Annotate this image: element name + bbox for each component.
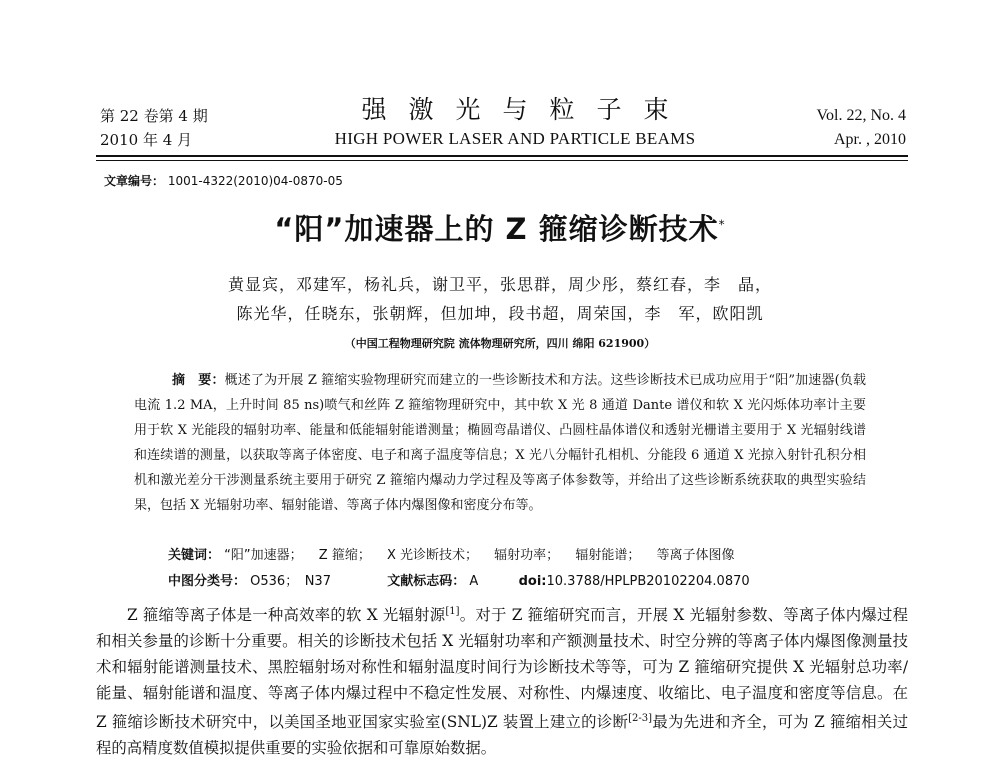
author-list [0,270,1000,328]
abstract [134,368,866,518]
body-text-part-3: 最为先进和齐全，可为 Z 箍缩相关过程的高精度数值模拟提供重要的实验依据和可靠原始数据。 [96,713,908,758]
header-right [817,104,907,152]
classification-row [168,570,750,589]
date-en: Apr. , 2010 [834,131,906,148]
doc-code-value: A [469,574,479,589]
keywords-row [168,544,746,563]
keyword: X 光诊断技术； [386,548,479,563]
paper-title-text: “阳”加速器上的 Z 箍缩诊断技术 [274,212,719,246]
authors-line-1: 黄显宾，邓建军，杨礼兵，谢卫平，张思群，周少彤，蔡红春，李 晶， [227,275,772,294]
article-number-value: 1001-4322(2010)04-0870-05 [167,174,343,188]
clc-label: 中图分类号： [168,574,247,589]
clc-value: O536； N37 [250,574,331,589]
keyword: 辐射功率； [494,548,560,563]
body-paragraph [96,599,908,761]
abstract-label: 摘 要： [172,373,225,388]
header-rule-thin [96,160,908,161]
doi-value: 10.3788/HPLPB20102204.0870 [546,574,750,589]
paper-title [0,207,1000,248]
doi-label: doi: [518,574,547,589]
header-left [100,104,208,152]
journal-title-en: HIGH POWER LASER AND PARTICLE BEAMS [334,129,696,148]
body-text-part-2: 。对于 Z 箍缩研究而言，开展 X 光辐射参数、等离子体内爆过程和相关参量的诊断十分重要。相关的诊断技术包括 X 光辐射功率和产额测量技术、时空分辨的等离子体内爆图像测量技术和辐射能谱测量技术、黑腔辐射场对称性和辐射温度时间行为诊断技术等等，可为 Z 箍缩研究提供 X 光辐射总功率/能量、辐射能谱和温度、等离子体内爆过程中不稳定性发展、对称性、内爆速度、收缩比、电子温度和密度等信息。在 Z 箍缩诊断技术研究中，以美国圣地亚国家实验室(SNL)Z 装置上建立的诊断 [96,606,908,732]
journal-masthead [300,94,730,150]
keyword: “阳”加速器； [224,548,303,563]
citation-ref-2: [2-3] [628,713,653,725]
header-rule-thick [96,155,908,157]
keyword: Z 箍缩； [318,548,371,563]
volume-issue-cn: 第 22 卷第 4 期 [100,107,208,125]
date-cn: 2010 年 4 月 [100,131,193,149]
keyword: 等离子体图像 [656,548,735,563]
keywords-label: 关键词： [168,548,221,563]
keyword: 辐射能谱； [575,548,641,563]
volume-issue-en: Vol. 22, No. 4 [816,107,906,124]
doc-code-label: 文献标志码： [387,574,466,589]
citation-ref-1: [1] [445,606,460,617]
affiliation: （中国工程物理研究院 流体物理研究所，四川 绵阳 621900） [344,337,656,350]
article-number-label: 文章编号： [104,174,165,188]
body-text-part-1: Z 箍缩等离子体是一种高效率的软 X 光辐射源 [127,606,446,625]
abstract-text: 概述了为开展 Z 箍缩实验物理研究而建立的一些诊断技术和方法。这些诊断技术已成功应用于“阳”加速器(负载电流 1.2 MA，上升时间 85 ns)喷气和丝阵 Z 箍缩物理研究中，其中软 X 光 8 通道 Dante 谱仪和软 X 光闪烁体功率计主要用于软 X 光能段的辐射功率、能量和低能辐射能谱测量；椭圆弯晶谱仪、凸圆柱晶体谱仪和透射光栅谱主要用于 X 光辐射线谱和连续谱的测量，以获取等离子体密度、电子和离子温度等信息；X 光八分幅针孔相机、分能段 6 通道 X 光掠入射针孔积分相机和激光差分干涉测量系统主要用于研究 Z 箍缩内爆动力学过程及等离子体参数等，并给出了这些诊断系统获取的典型实验结果，包括 X 光辐射功率、辐射能谱、等离子体内爆图像和密度分布等。 [134,373,866,513]
authors-line-2: 陈光华，任晓东，张朝辉，但加坤，段书超，周荣国，李 军，欧阳凯 [236,304,764,323]
journal-title-cn: 强激光与粒子束 [361,95,691,124]
title-footnote-mark: * [718,217,726,232]
article-number [104,172,343,189]
